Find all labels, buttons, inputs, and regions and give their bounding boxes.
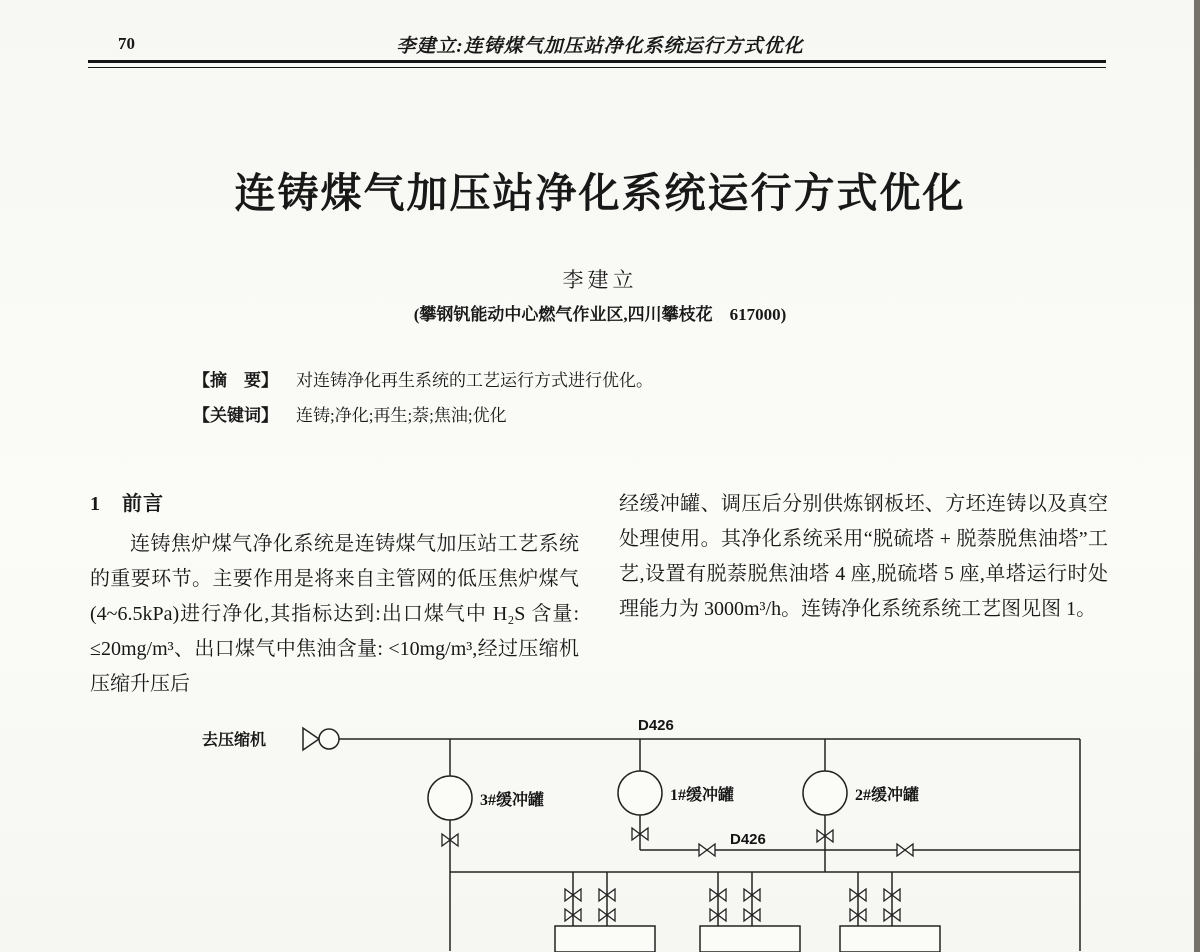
buffer-tank-3 (428, 776, 472, 820)
author-name: 李建立 (562, 268, 638, 292)
keywords-text: 连铸;净化;再生;萘;焦油;优化 (296, 406, 507, 425)
tower-3 (840, 926, 940, 952)
pipe-label-D426-top: D426 (638, 717, 674, 734)
pump-icon (303, 728, 319, 750)
abstract-label: 【摘 要】 (193, 371, 278, 390)
tower-2 (700, 926, 800, 952)
body-paragraph-left: 连铸焦炉煤气净化系统是连铸煤气加压站工艺系统的重要环节。主要作用是将来自主管网的低压焦炉煤气(4~6.5kPa)进行净化,其指标达到:出口煤气中 H₂S 含量: ≤20mg/m³、出口煤气中焦油含量: <10mg/m³,经过压缩机压缩升压后 (90, 533, 579, 695)
pipe-label-D426-mid: D426 (730, 831, 766, 848)
pump-icon (319, 729, 339, 749)
abstract-text: 对连铸净化再生系统的工艺运行方式进行优化。 (296, 371, 653, 390)
page-number: 70 (118, 34, 135, 53)
process-flow-diagram (90, 714, 1110, 952)
keywords-label: 【关键词】 (193, 406, 278, 425)
article-meta (193, 366, 1053, 436)
buffer-tank-1-label: 1#缓冲罐 (670, 787, 735, 804)
buffer-tank-3-label: 3#缓冲罐 (480, 792, 545, 809)
buffer-tank-2-label: 2#缓冲罐 (855, 787, 920, 804)
valve-icon (897, 844, 913, 856)
body-paragraph-right: 经缓冲罐、调压后分别供炼钢板坯、方坯连铸以及真空处理使用。其净化系统采用“脱硫塔 + 脱萘脱焦油塔”工艺,设置有脱萘脱焦油塔 4 座,脱硫塔 5 座,单塔运行时处理能力为 3000m³/h。连铸净化系统系统工艺图见图 1。 (619, 493, 1108, 620)
author-affiliation: (攀钢钒能动中心燃气作业区,四川攀枝花 617000) (413, 305, 787, 324)
keywords-row (193, 401, 1053, 426)
header-rule (88, 60, 1106, 68)
article-title: 连铸煤气加压站净化系统运行方式优化 (234, 170, 966, 216)
tower-1 (555, 926, 655, 952)
valve-icon (699, 844, 715, 856)
left-column (90, 487, 579, 702)
abstract-row (193, 366, 1053, 391)
two-column-body (90, 487, 1108, 702)
buffer-tank-1 (618, 771, 662, 815)
to-compressor-label: 去压缩机 (202, 732, 267, 749)
scan-edge-artifact (1194, 0, 1200, 952)
section-1-heading: 1 前言 (90, 493, 164, 515)
right-column (619, 487, 1108, 702)
running-header: 李建立:连铸煤气加压站净化系统运行方式优化 (396, 36, 804, 57)
piping-diagram-svg (90, 714, 1110, 952)
buffer-tank-2 (803, 771, 847, 815)
